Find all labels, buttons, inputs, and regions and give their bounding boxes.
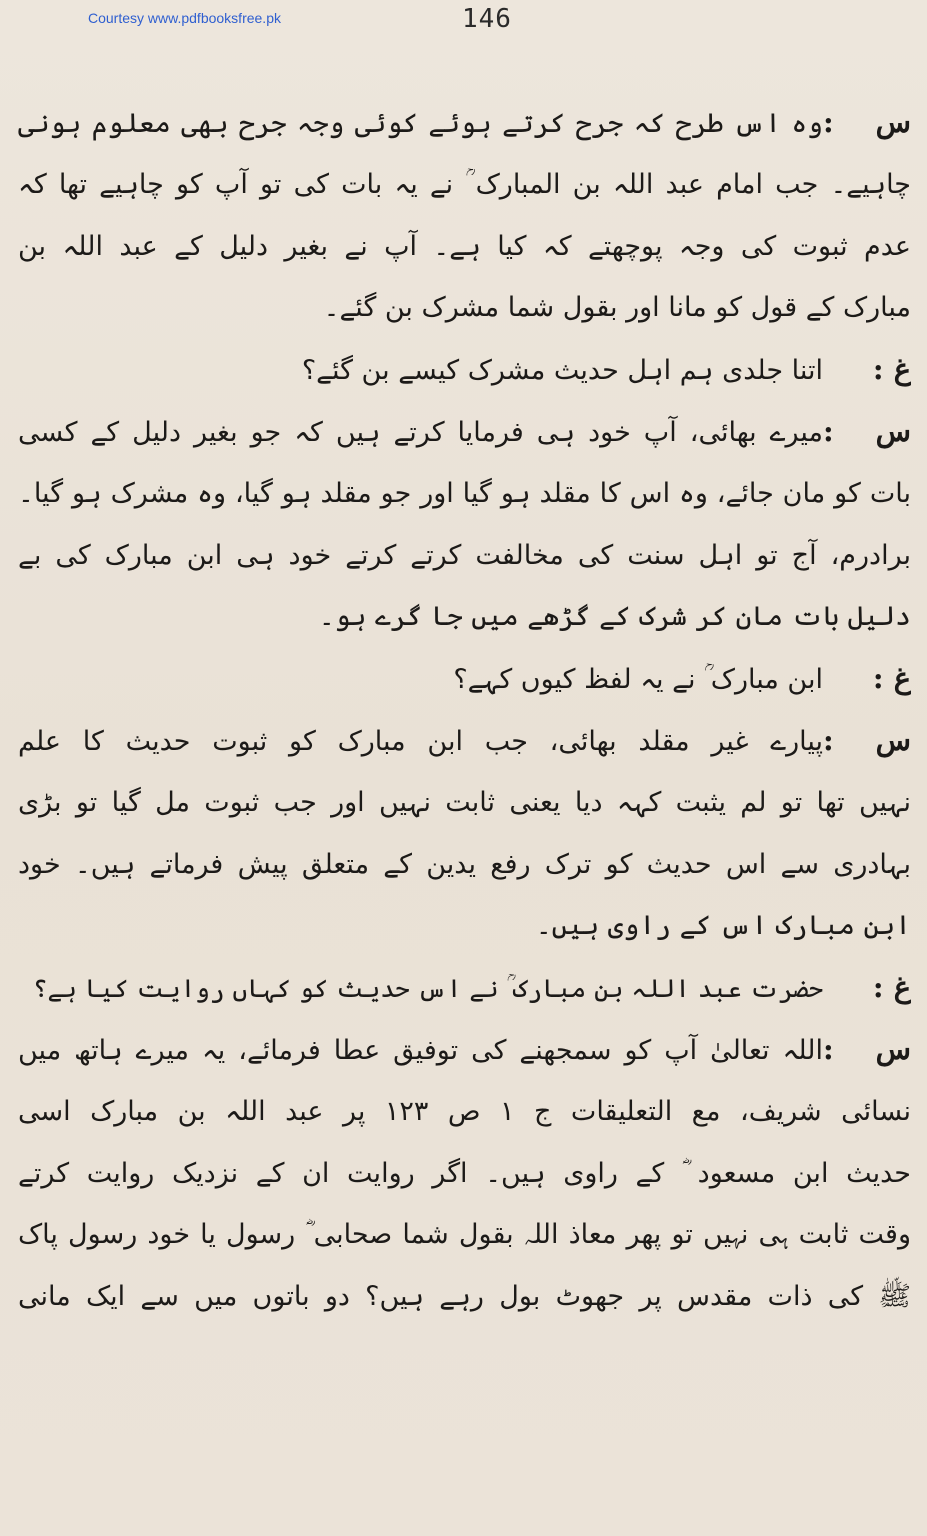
text-line [18,957,911,1019]
text-line [18,1081,911,1143]
text-line [18,216,911,278]
text-line [18,92,911,154]
text-line [18,772,911,834]
line-text: وقت ثابت ہی نہیں تو پھر معاذ اللہ بقول شما صحابی ؓ رسول یا خود رسول پاک [18,1219,911,1251]
dialogue-body [18,92,911,1328]
text-line [18,895,911,957]
speaker-label: غ : [872,352,911,387]
line-text: عدم ثبوت کی وجہ پوچھتے کہ کیا ہے۔ آپ نے بغیر دلیل کے عبد اللہ بن [18,230,911,262]
text-line [18,1019,911,1081]
line-text: مبارک کے قول کو مانا اور بقول شما مشرک بن گئے۔ [323,292,911,324]
line-text: پیارے غیر مقلد بھائی، جب ابن مبارک کو ثبوت حدیث کا علم [18,725,823,757]
line-text: حضرت عبد اللہ بن مبارک ؒ نے اس حدیث کو کہاں روایت کیا ہے؟ [32,974,823,1004]
line-text: ابن مبارک ؒ نے یہ لفظ کیوں کہے؟ [453,664,823,696]
courtesy-watermark: Courtesy www.pdfbooksfree.pk [88,10,281,26]
line-text: بہادری سے اس حدیث کو ترک رفع یدین کے متعلق پیش فرماتے ہیں۔ خود [18,848,911,880]
speaker-label: غ : [872,661,911,696]
line-text: میرے بھائی، آپ خود ہی فرمایا کرتے ہیں کہ جو بغیر دلیل کے کسی [18,416,823,448]
line-text: نسائی شریف، مع التعلیقات ج ۱ ص ۱۲۳ پر عبد اللہ بن مبارک اسی [18,1095,911,1127]
line-text: اللہ تعالیٰ آپ کو سمجھنے کی توفیق عطا فرمائے، یہ میرے ہاتھ میں [18,1034,823,1066]
speaker-label: س : [823,413,911,448]
line-text: دلیل بات مان کر شرک کے گڑھے میں جا گرے ہو۔ [318,601,911,633]
text-line [18,1204,911,1266]
line-text: اتنا جلدی ہم اہل حدیث مشرک کیسے بن گئے؟ [301,355,823,387]
speaker-label: س : [823,105,911,139]
speaker-label: س : [823,722,911,757]
text-line [18,401,911,463]
line-text: برادرم، آج تو اہل سنت کی مخالفت کرتے کرتے خود ہی ابن مبارک کی بے [18,539,911,571]
text-line [18,586,911,648]
text-line [18,339,911,401]
line-text: نہیں تھا تو لم یثبت کہہ دیا یعنی ثابت نہیں اور جب ثبوت مل گیا تو بڑی [18,786,911,818]
text-line [18,1143,911,1205]
line-text: حدیث ابن مسعود ؓ کے راوی ہیں۔ اگر روایت ان کے نزدیک روایت کرتے [18,1157,911,1189]
speaker-label: غ : [872,970,911,1005]
text-line [18,834,911,896]
speaker-label: س : [823,1031,911,1066]
text-line [18,154,911,216]
text-line [18,648,911,710]
text-line [18,525,911,587]
line-text: ﷺ کی ذات مقدس پر جھوٹ بول رہے ہیں؟ دو باتوں میں سے ایک مانی [18,1281,911,1313]
line-text: چاہیے۔ جب امام عبد اللہ بن المبارک ؒ نے یہ بات کی تو آپ کو چاہیے تھا کہ [18,168,911,200]
text-line [18,1266,911,1328]
text-line [18,710,911,772]
line-text: وہ اس طرح کہ جرح کرتے ہوئے کوئی وجہ جرح بھی معلوم ہونی [18,108,823,139]
line-text: ابن مبارک اس کے راوی ہیں۔ [535,910,911,942]
page-number: 146 [462,4,512,34]
line-text: بات کو مان جائے، وہ اس کا مقلد ہو گیا اور جو مقلد ہو گیا، وہ مشرک ہو گیا۔ [18,477,911,509]
text-line [18,463,911,525]
text-line [18,277,911,339]
